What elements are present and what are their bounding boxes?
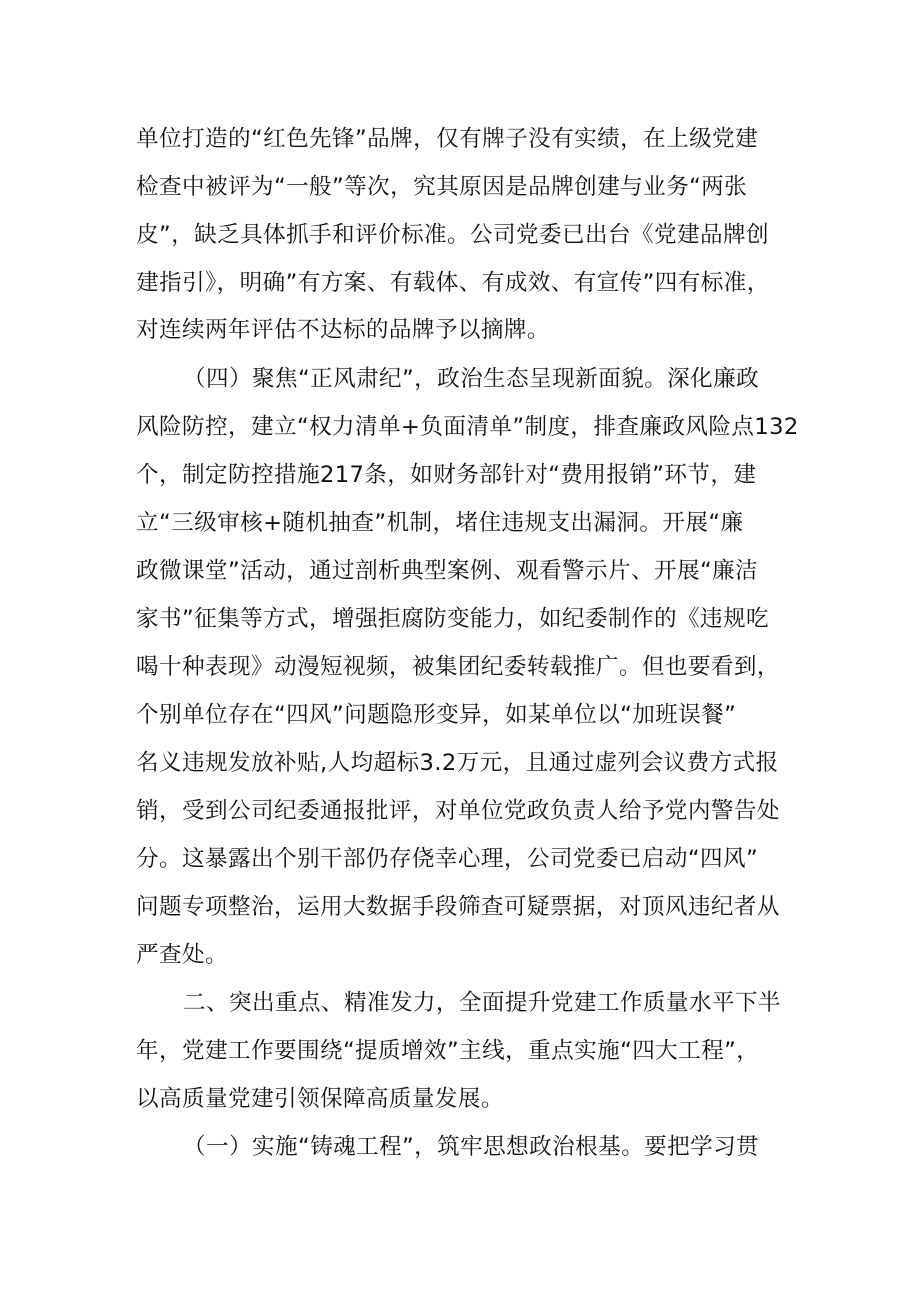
text-line: 检查中被评为“一般”等次，究其原因是品牌创建与业务“两张 (136, 174, 748, 200)
text-line: 销，受到公司纪委通报批评，对单位党政负责人给予党内警告处 (136, 798, 780, 824)
text-line: 皮”，缺乏具体抓手和评价标准。公司党委已出台《党建品牌创 (136, 222, 769, 248)
section-heading-line: （四）聚焦“正风肃纪”，政治生态呈现新面貌。深化廉政 (183, 366, 760, 392)
text-line: 年，党建工作要围绕“提质增效”主线，重点实施“四大工程”， (136, 1038, 760, 1064)
text-line: 严查处。 (136, 942, 228, 968)
text-line: 个别单位存在“四风”问题隐形变异，如某单位以“加班误餐” (136, 702, 737, 728)
text-line: 以高质量党建引领保障高质量发展。 (136, 1086, 504, 1112)
text-line: 喝十种表现》动漫短视频，被集团纪委转载推广。但也要看到， (136, 654, 780, 680)
text-line: 建指引》，明确”有方案、有载体、有成效、有宣传”四有标准， (136, 270, 770, 296)
text-line: 分。这暴露出个别干部仍存侥幸心理，公司党委已启动“四风” (136, 846, 759, 872)
text-line: 对连续两年评估不达标的品牌予以摘牌。 (136, 317, 550, 343)
section-heading-line: 二、突出重点、精准发力，全面提升党建工作质量水平下半 (183, 990, 781, 1016)
text-line: 问题专项整治，运用大数据手段筛查可疑票据，对顶风违纪者从 (136, 894, 780, 920)
text-line: 名义违规发放补贴,人均超标3.2万元，且通过虚列会议费方式报 (136, 750, 779, 776)
section-heading-line: （一）实施“铸魂工程”，筑牢思想政治根基。要把学习贯 (183, 1134, 760, 1160)
text-line: 政微课堂”活动，通过剖析典型案例、观看警示片、开展“廉洁 (136, 558, 759, 584)
text-line: 风险防控，建立“权力清单+负面清单”制度，排查廉政风险点132 (136, 414, 799, 440)
text-line: 立“三级审核+随机抽查”机制，堵住违规支出漏洞。开展“廉 (136, 510, 744, 536)
text-line: 单位打造的“红色先锋”品牌，仅有牌子没有实绩，在上级党建 (136, 126, 759, 152)
text-line: 个，制定防控措施217条，如财务部针对“费用报销”环节，建 (136, 462, 757, 488)
text-line: 家书”征集等方式，增强拒腐防变能力，如纪委制作的《违规吃 (136, 606, 769, 632)
